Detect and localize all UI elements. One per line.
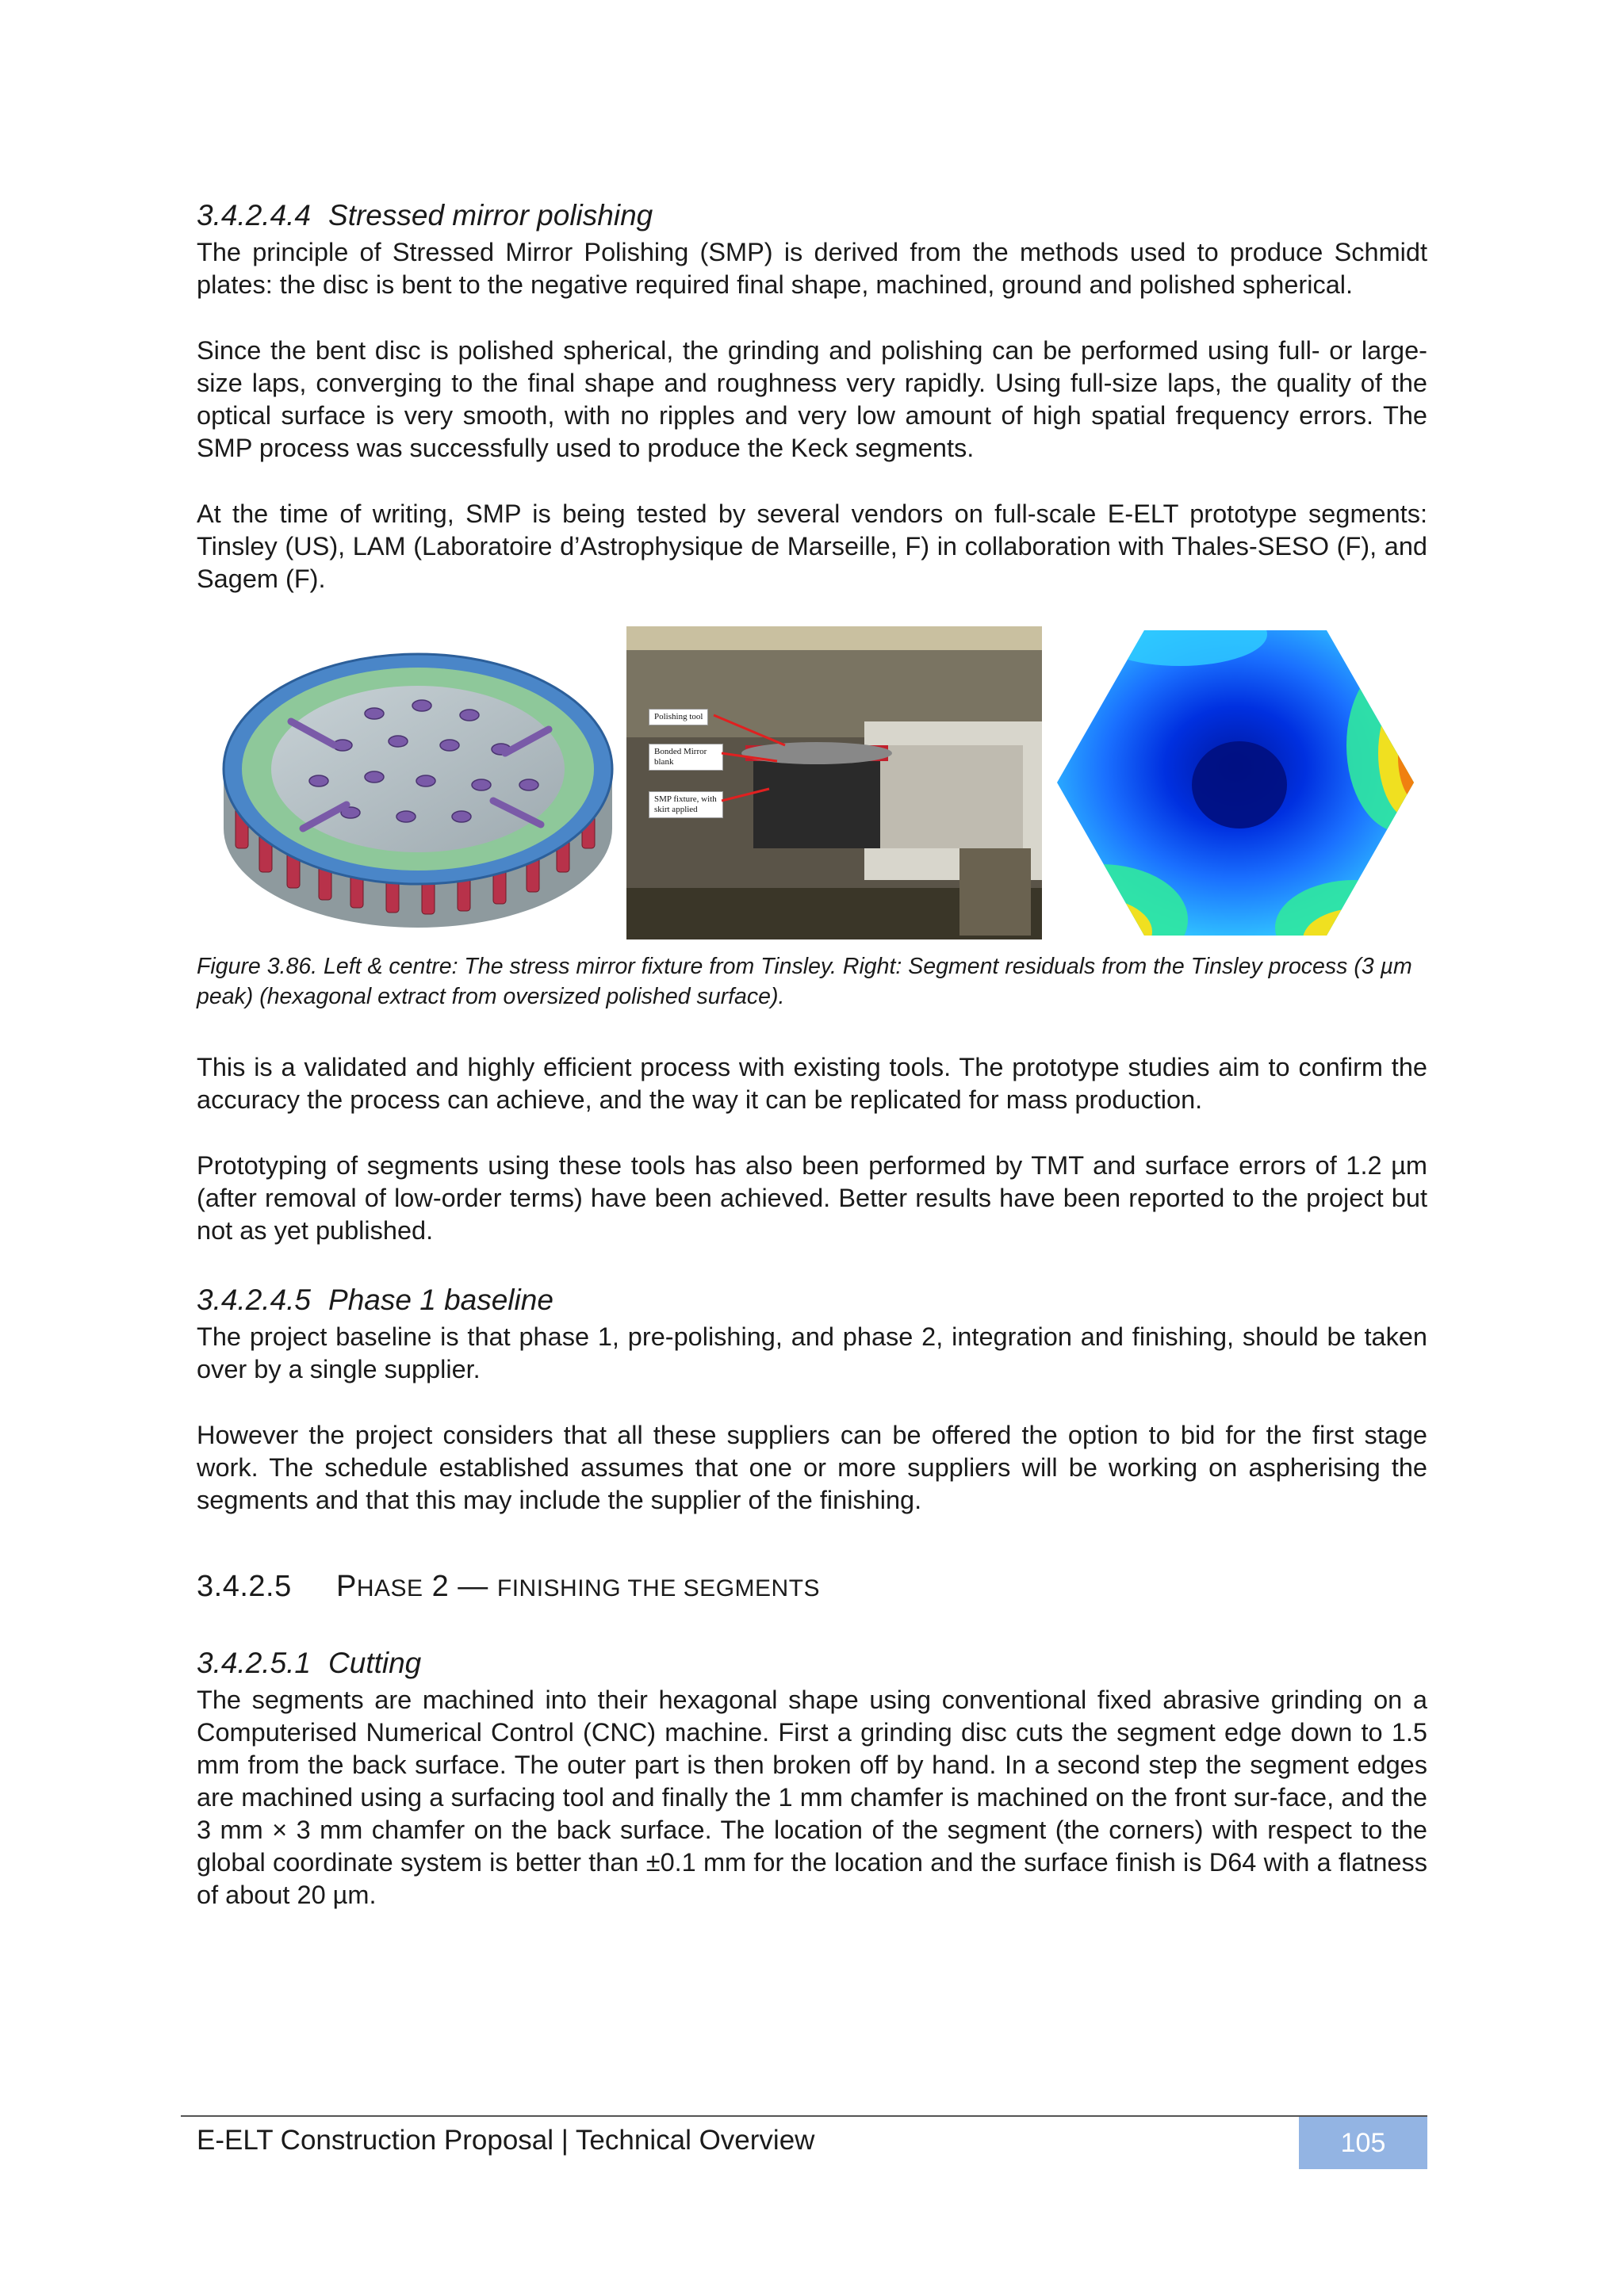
heading-title: Stressed mirror polishing: [328, 199, 653, 232]
fixture-cad-render: [216, 626, 620, 939]
heading-title: Phase 1 baseline: [328, 1284, 553, 1316]
photo-label-polishing-tool: Polishing tool: [649, 709, 708, 725]
segment-residual-map: [1053, 626, 1418, 939]
heading-number: 3.4.2.4.5: [197, 1284, 312, 1316]
section-phase1-baseline: [197, 1281, 1427, 1517]
paragraph: However the project considers that all these suppliers can be offered the option to bid for the first stage work. The schedule established assumes that one or more suppliers will be working on aspherising the segments and that this may include the supplier of the finishing.: [197, 1421, 1427, 1514]
section-title-cap: P: [336, 1570, 357, 1603]
paragraph: This is a validated and highly efficient process with existing tools. The prototype studies aim to confirm the accuracy the process can achieve, and the way it can be replicated for mass production.: [197, 1053, 1427, 1114]
section-title-part: HASE: [356, 1575, 423, 1601]
section-number: 3.4.2.5: [197, 1570, 292, 1603]
paragraph: Prototyping of segments using these tools has also been performed by TMT and surface errors of 1.2 µm (after removal of low-order terms) have been achieved. Better results have been reported to the project but not as yet published.: [197, 1151, 1427, 1245]
paragraph: The principle of Stressed Mirror Polishing (SMP) is derived from the methods used to produce Schmidt plates: the disc is bent to the negative required final shape, machined, ground and polished spherical.: [197, 238, 1427, 299]
subsection-heading: [197, 1281, 1427, 1319]
photo-label-smp-fixture: SMP fixture, with skirt applied: [649, 791, 723, 818]
section-stressed-mirror: [197, 197, 1427, 595]
figure-followup: [197, 1051, 1427, 1247]
subsection-heading: [197, 197, 1427, 235]
paragraph: At the time of writing, SMP is being tested by several vendors on full-scale E-ELT prototype segments: Tinsley (US), LAM (Laboratoire d’Astrophysique de Marseille, F) in collaboration with Thales-SESO (F), and Sagem (F).: [197, 499, 1427, 593]
figure-caption: Figure 3.86. Left & centre: The stress mirror fixture from Tinsley. Right: Segment residuals from the Tinsley process (3 µm peak) (hexagonal extract from oversized polished surface).: [197, 954, 1412, 1009]
heading-number: 3.4.2.5.1: [197, 1647, 312, 1679]
photo-label-bonded-mirror: Bonded Mirror blank: [649, 744, 723, 771]
subsection-heading: [197, 1644, 1427, 1682]
photo-arrows: [626, 626, 1042, 939]
paragraph: Since the bent disc is polished spherical, the grinding and polishing can be performed using full- or large-size laps, converging to the final shape and roughness very rapidly. Using full-size laps, the quality of the optical surface is very smooth, with no ripples and very low amount of high spatial frequency errors. The SMP process was successfully used to produce the Keck segments.: [197, 336, 1427, 462]
heading-number: 3.4.2.4.4: [197, 199, 312, 232]
section-heading-phase2: [197, 1570, 820, 1604]
paragraph: The project baseline is that phase 1, pre-polishing, and phase 2, integration and finishing, should be taken over by a single supplier.: [197, 1322, 1427, 1383]
footer-divider: [181, 2115, 1427, 2117]
fixture-photo: [626, 626, 1042, 939]
section-title-part: FINISHING THE SEGMENTS: [496, 1575, 821, 1601]
section-cutting: [197, 1644, 1427, 1911]
heading-title: Cutting: [328, 1647, 422, 1679]
footer-title: E-ELT Construction Proposal | Technical Overview: [197, 2125, 815, 2156]
section-title-part: 2 —: [423, 1570, 497, 1603]
paragraph: The segments are machined into their hexagonal shape using conventional fixed abrasive grinding on a Computerised Numerical Control (CNC) machine. First a grinding disc cuts the segment edge down to 1.5 mm from the back surface. The outer part is then broken off by hand. In a second step the segment edges are machined using a surfacing tool and finally the 1 mm chamfer is machined on the front sur-face, and the 3 mm × 3 mm chamfer on the back surface. The location of the segment (the corners) with respect to the global coordinate system is better than ±0.1 mm for the location and the surface finish is D64 with a flatness of about 20 µm.: [197, 1686, 1427, 1909]
page-number: 105: [1299, 2117, 1427, 2169]
